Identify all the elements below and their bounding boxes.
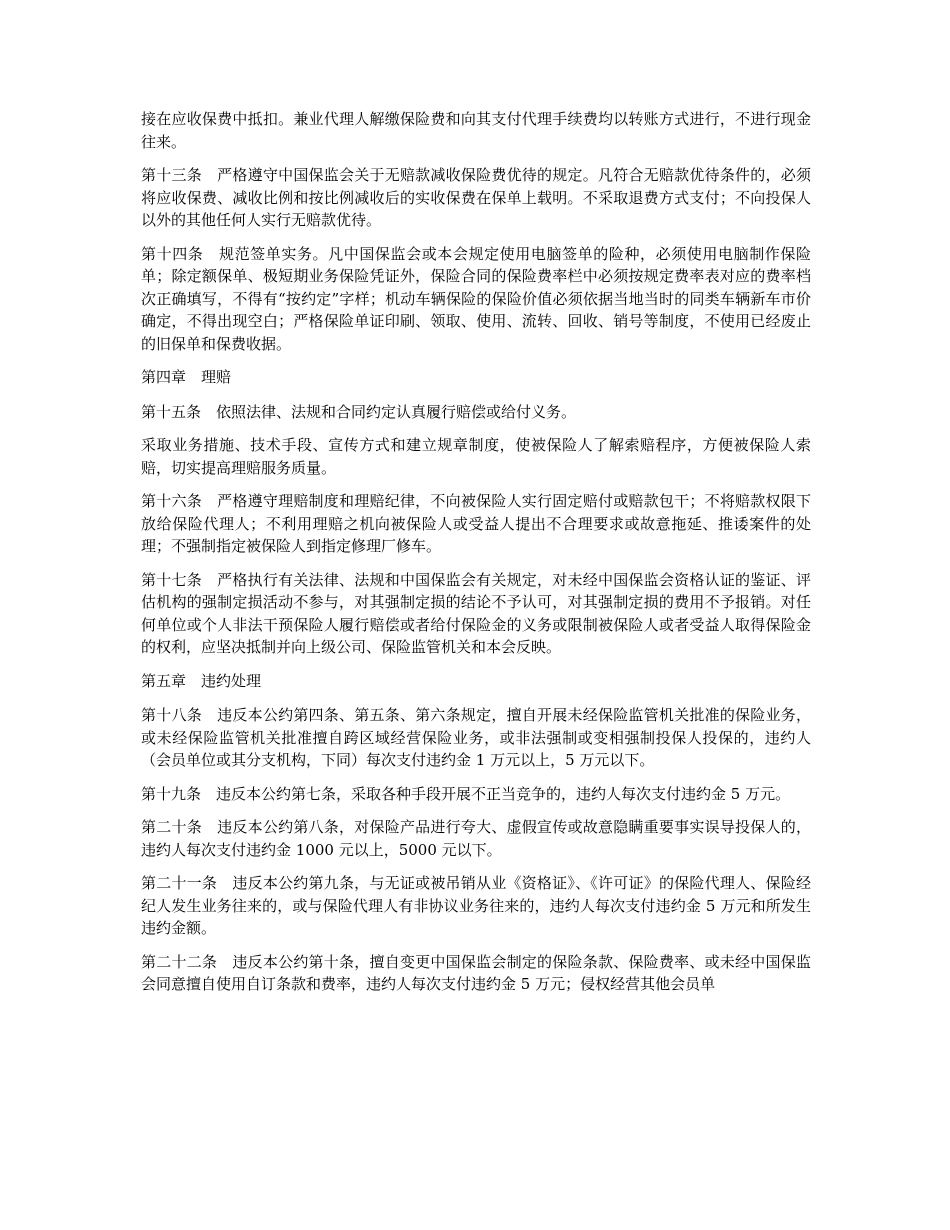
article-15: 第十五条 依照法律、法规和合同约定认真履行赔偿或给付义务。 xyxy=(141,402,577,421)
article-15-paragraph-2: 采取业务措施、技术手段、宣传方式和建立规章制度，使被保险人了解索赔程序，方便被保险人索赔，切实提高理赔服务质量。 xyxy=(141,436,811,477)
article-19: 第十九条 违反本公约第七条，采取各种手段开展不正当竞争的，违约人每次支付违约金 5 万元。 xyxy=(141,784,791,803)
article-22: 第二十二条 违反本公约第十条，擅自变更中国保监会制定的保险条款、保险费率、或未经中国保监会同意擅自使用自订条款和费率，违约人每次支付违约金 5 万元；侵权经营其他会员单 xyxy=(141,952,811,993)
paragraph-continuation: 接在应收保费中抵扣。兼业代理人解缴保险费和向其支付代理手续费均以转账方式进行，不进行现金往来。 xyxy=(141,110,811,151)
article-17: 第十七条 严格执行有关法律、法规和中国保监会有关规定，对未经中国保监会资格认证的鉴证、评估机构的强制定损活动不参与，对其强制定损的结论不予认可，对其强制定损的费用不予报销。对任何单位或个人非法干预保险人履行赔偿或者给付保险金的义务或限制被保险人或者受益人取得保险金的权利，应坚决抵制并向上级公司、保险监管机关和本会反映。 xyxy=(141,570,811,656)
chapter-5-heading: 第五章 违约处理 xyxy=(141,671,262,690)
article-13: 第十三条 严格遵守中国保监会关于无赔款减收保险费优待的规定。凡符合无赔款优待条件的，必须将应收保费、减收比例和按比例减收后的实收保费在保单上载明。不采取退费方式支付；不向投保人以外的其他任何人实行无赔款优待。 xyxy=(141,166,811,229)
article-14: 第十四条 规范签单实务。凡中国保监会或本会规定使用电脑签单的险种，必须使用电脑制作保险单；除定额保单、极短期业务保险凭证外，保险合同的保险费率栏中必须按规定费率表对应的费率档次正确填写，不得有“按约定”字样；机动车辆保险的保险价值必须依据当地当时的同类车辆新车市价确定，不得出现空白；严格保险单证印刷、领取、使用、流转、回收、销号等制度，不使用已经废止的旧保单和保费收据。 xyxy=(141,244,811,353)
document-body xyxy=(141,108,811,1007)
article-18: 第十八条 违反本公约第四条、第五条、第六条规定，擅自开展未经保险监管机关批准的保险业务，或未经保险监管机关批准擅自跨区域经营保险业务，或非法强制或变相强制投保人投保的，违约人（会员单位或其分支机构，下同）每次支付违约金 1 万元以上，5 万元以下。 xyxy=(141,706,811,769)
chapter-4-heading: 第四章 理赔 xyxy=(141,368,232,386)
article-20: 第二十条 违反本公约第八条，对保险产品进行夸大、虚假宣传或故意隐瞒重要事实误导投保人的，违约人每次支付违约金 1000 元以上，5000 元以下。 xyxy=(141,818,811,859)
article-21: 第二十一条 违反本公约第九条，与无证或被吊销从业《资格证》、《许可证》的保险代理人、保险经纪人发生业务往来的，或与保险代理人有非协议业务往来的，违约人每次支付违约金 5 万元和所发生违约金额。 xyxy=(141,874,811,937)
article-16: 第十六条 严格遵守理赔制度和理赔纪律，不向被保险人实行固定赔付或赔款包干；不将赔款权限下放给保险代理人；不利用理赔之机向被保险人或受益人提出不合理要求或故意拖延、推诿案件的处理；不强制指定被保险人到指定修理厂修车。 xyxy=(141,492,811,555)
